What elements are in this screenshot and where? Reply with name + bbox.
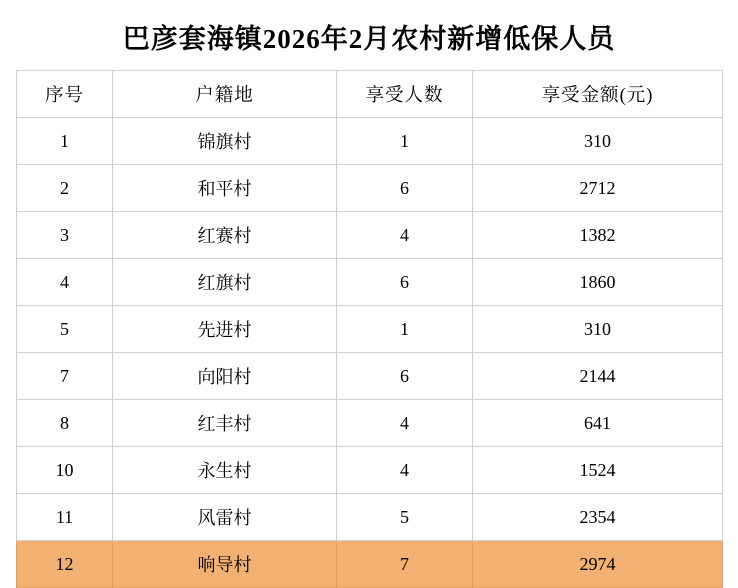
cell-index: 8	[17, 400, 113, 447]
cell-amount: 310	[473, 306, 723, 353]
cell-people: 4	[337, 400, 473, 447]
cell-people: 4	[337, 212, 473, 259]
cell-amount: 1382	[473, 212, 723, 259]
cell-people: 6	[337, 353, 473, 400]
cell-index: 1	[17, 118, 113, 165]
cell-people: 5	[337, 494, 473, 541]
cell-village: 锦旗村	[113, 118, 337, 165]
subsidy-table	[16, 70, 723, 588]
table-row	[17, 353, 723, 400]
cell-amount: 1524	[473, 447, 723, 494]
cell-village: 红赛村	[113, 212, 337, 259]
table-row	[17, 447, 723, 494]
cell-amount: 310	[473, 118, 723, 165]
cell-village: 先进村	[113, 306, 337, 353]
cell-village: 红旗村	[113, 259, 337, 306]
cell-village: 永生村	[113, 447, 337, 494]
cell-amount: 2144	[473, 353, 723, 400]
column-header-village: 户籍地	[113, 71, 337, 118]
cell-index: 3	[17, 212, 113, 259]
column-header-amount: 享受金额(元)	[473, 71, 723, 118]
cell-people: 6	[337, 259, 473, 306]
cell-index: 12	[17, 541, 113, 588]
table-row	[17, 541, 723, 588]
table-row	[17, 118, 723, 165]
cell-amount: 2974	[473, 541, 723, 588]
cell-amount: 1860	[473, 259, 723, 306]
column-header-people: 享受人数	[337, 71, 473, 118]
cell-amount: 2712	[473, 165, 723, 212]
table-row	[17, 400, 723, 447]
cell-people: 7	[337, 541, 473, 588]
cell-village: 响导村	[113, 541, 337, 588]
cell-index: 7	[17, 353, 113, 400]
table-row	[17, 306, 723, 353]
cell-village: 向阳村	[113, 353, 337, 400]
cell-index: 10	[17, 447, 113, 494]
cell-people: 4	[337, 447, 473, 494]
cell-index: 11	[17, 494, 113, 541]
cell-people: 1	[337, 306, 473, 353]
cell-village: 风雷村	[113, 494, 337, 541]
table-row	[17, 259, 723, 306]
cell-amount: 2354	[473, 494, 723, 541]
cell-index: 5	[17, 306, 113, 353]
cell-amount: 641	[473, 400, 723, 447]
column-header-index: 序号	[17, 71, 113, 118]
cell-index: 4	[17, 259, 113, 306]
cell-village: 和平村	[113, 165, 337, 212]
table-row	[17, 165, 723, 212]
table-row	[17, 494, 723, 541]
page-title: 巴彦套海镇2026年2月农村新增低保人员	[122, 24, 616, 54]
cell-people: 6	[337, 165, 473, 212]
table-header-row	[17, 71, 723, 118]
cell-village: 红丰村	[113, 400, 337, 447]
table-row	[17, 212, 723, 259]
cell-people: 1	[337, 118, 473, 165]
cell-index: 2	[17, 165, 113, 212]
